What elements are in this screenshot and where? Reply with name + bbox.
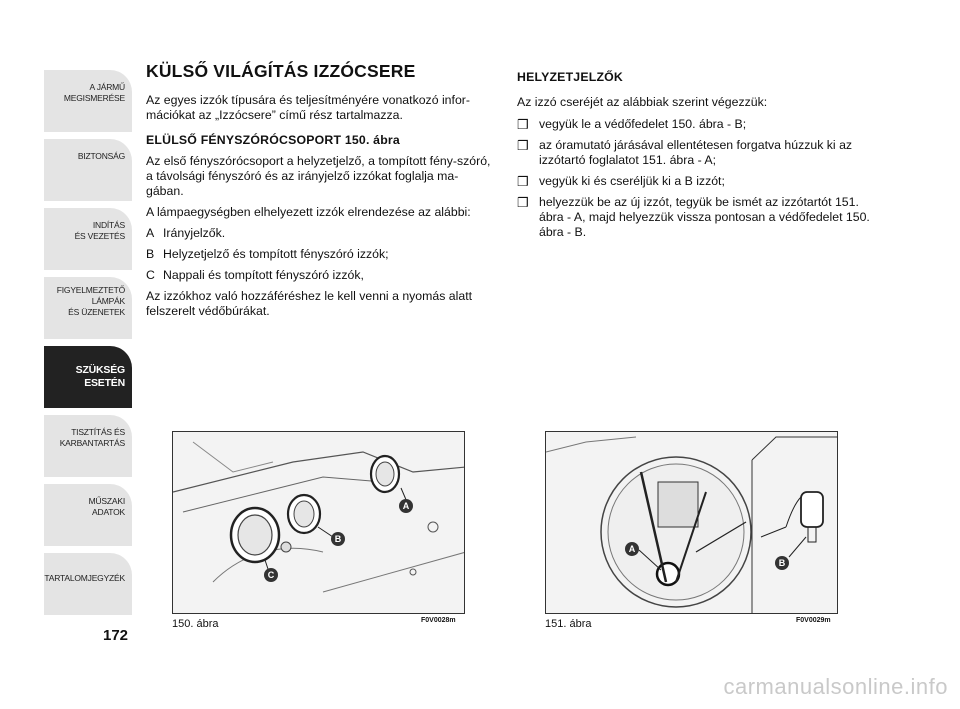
callout-b: B (775, 556, 789, 570)
bulb-holder-illustration (546, 432, 838, 614)
headlamp-illustration (173, 432, 465, 614)
item-text: Helyzetjelző és tompított fényszóró izzók; (163, 247, 389, 261)
figure-code: F0V0029m (796, 617, 831, 624)
tab-figyelmezteto-lampak[interactable]: FIGYELMEZTETŐ LÁMPÁK ÉS ÜZENETEK (44, 277, 132, 339)
list-item (517, 174, 877, 189)
section-title: KÜLSŐ VILÁGÍTÁS IZZÓCSERE (146, 61, 416, 81)
item-text: Nappali és tompított fényszóró izzók, (163, 268, 364, 282)
list-item (146, 226, 492, 241)
tab-inditas-es-vezetes[interactable]: INDÍTÁS ÉS VEZETÉS (44, 208, 132, 270)
tab-biztonsag[interactable]: BIZTONSÁG (44, 139, 132, 201)
tab-a-jarmu-megismerese[interactable]: A JÁRMŰ MEGISMERÉSE (44, 70, 132, 132)
list-item (146, 247, 492, 262)
step-text: helyezzük be az új izzót, tegyük be ismét az izzótartót 151. ábra - A, majd helyezzük vissza pontosan a védőfedelet 150. ábra - B. (539, 195, 870, 239)
list-item (146, 268, 492, 283)
step-text: vegyük ki és cseréljük ki a B izzót; (539, 174, 725, 188)
tab-tisztitas-es-karbantartas[interactable]: TISZTÍTÁS ÉS KARBANTARTÁS (44, 415, 132, 477)
intro-text: Az izzó cseréjét az alábbiak szerint végezzük: (517, 95, 768, 109)
list-item (517, 195, 877, 240)
callout-a: A (625, 542, 639, 556)
list-item (517, 117, 877, 132)
figure-151-bulb-holder (545, 431, 838, 614)
intro-text: Az egyes izzók típusára és teljesítményére vonatkozó infor-mációkat az „Izzócsere” című rész tartalmazza. (146, 93, 470, 122)
checkbox-bullet-icon: ❒ (517, 138, 529, 153)
callout-c: C (264, 568, 278, 582)
checkbox-bullet-icon: ❒ (517, 195, 529, 210)
checkbox-bullet-icon: ❒ (517, 117, 529, 132)
item-letter: B (146, 247, 155, 261)
figure-150-headlamp (172, 431, 465, 614)
paragraph: A lámpaegységben elhelyezett izzók elrendezése az alábbi: (146, 205, 471, 219)
figure-caption: 151. ábra (545, 618, 592, 630)
callout-b: B (331, 532, 345, 546)
checkbox-bullet-icon: ❒ (517, 174, 529, 189)
right-column (517, 70, 877, 246)
tab-muszaki-adatok[interactable]: MŰSZAKI ADATOK (44, 484, 132, 546)
item-letter: C (146, 268, 155, 282)
tab-tartalomjegyzek[interactable]: TARTALOMJEGYZÉK (44, 553, 132, 615)
subsection-title: ELÜLSŐ FÉNYSZÓRÓCSOPORT 150. ábra (146, 133, 400, 147)
step-text: az óramutató járásával ellentétesen forgatva húzzuk ki az izzótartó foglalatot 151. ábra - A; (539, 138, 853, 167)
watermark: carmanualsonline.info (723, 674, 948, 699)
item-letter: A (146, 226, 155, 240)
tab-szukseg-eseten[interactable]: SZÜKSÉG ESETÉN (44, 346, 132, 408)
paragraph: Az izzókhoz való hozzáféréshez le kell venni a nyomás alatt felszerelt védőbúrákat. (146, 289, 473, 318)
paragraph: Az első fényszórócsoport a helyzetjelző, a tompított fény-szóró, a távolsági fényszóró és az irányjelző izzókat foglalja ma-gában. (146, 154, 491, 198)
left-column (146, 61, 492, 325)
callout-a: A (399, 499, 413, 513)
figure-caption: 150. ábra (172, 618, 219, 630)
page-number: 172 (103, 627, 129, 644)
subsection-title: HELYZETJELZŐK (517, 70, 624, 84)
step-text: vegyük le a védőfedelet 150. ábra - B; (539, 117, 747, 131)
item-text: Irányjelzők. (163, 226, 226, 240)
figure-code: F0V0028m (421, 617, 456, 624)
list-item (517, 138, 877, 168)
